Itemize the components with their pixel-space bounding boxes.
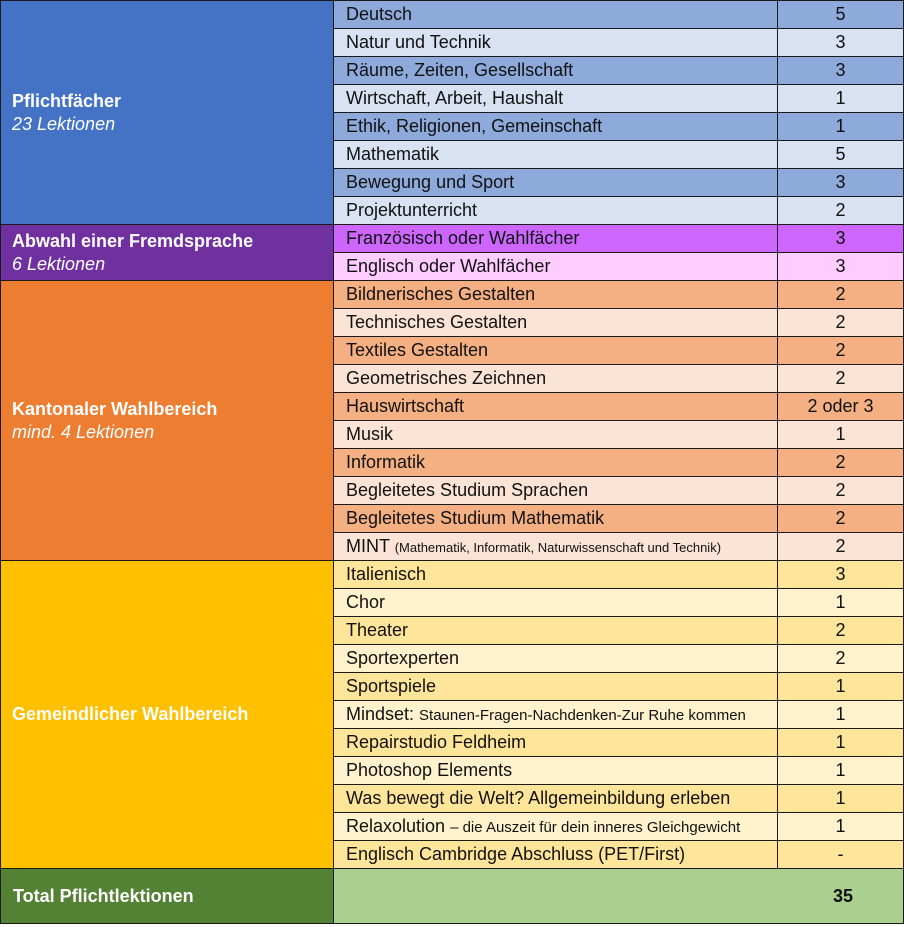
total-label: Total Pflichtlektionen (1, 869, 334, 924)
subject-cell: Ethik, Religionen, Gemeinschaft (334, 113, 778, 141)
lessons-cell: 2 (778, 365, 904, 393)
category-title: Kantonaler Wahlbereich (12, 399, 218, 419)
category-gemeinde (1, 561, 334, 869)
subject-name: Relaxolution (346, 816, 446, 836)
lessons-cell: 3 (778, 253, 904, 281)
subject-cell: Chor (334, 589, 778, 617)
subject-cell: Italienisch (334, 561, 778, 589)
lessons-cell: 5 (778, 1, 904, 29)
subject-cell: Wirtschaft, Arbeit, Haushalt (334, 85, 778, 113)
subject-cell: Musik (334, 421, 778, 449)
subject-cell: Englisch oder Wahlfächer (334, 253, 778, 281)
subject-cell: Technisches Gestalten (334, 309, 778, 337)
lessons-cell: 2 (778, 309, 904, 337)
lessons-cell: 1 (778, 701, 904, 729)
category-pflichtfaecher (1, 1, 334, 225)
category-kantonal (1, 281, 334, 561)
subject-cell: Theater (334, 617, 778, 645)
category-note: mind. 4 Lektionen (12, 422, 155, 442)
category-title: Pflichtfächer (12, 91, 122, 111)
lessons-cell: 1 (778, 421, 904, 449)
subject-cell: Bewegung und Sport (334, 169, 778, 197)
lessons-cell: 2 (778, 505, 904, 533)
lessons-cell: 1 (778, 589, 904, 617)
lessons-cell: 2 oder 3 (778, 393, 904, 421)
subject-cell: Informatik (334, 449, 778, 477)
lessons-cell: 1 (778, 113, 904, 141)
subject-cell (334, 813, 778, 841)
category-note: 23 Lektionen (12, 114, 116, 134)
table-row (1, 1, 904, 29)
subject-cell: Englisch Cambridge Abschluss (PET/First) (334, 841, 778, 869)
category-fremdsprache (1, 225, 334, 281)
subject-cell: Deutsch (334, 1, 778, 29)
subject-detail: Staunen-Fragen-Nachdenken-Zur Ruhe kommen (419, 707, 746, 724)
subject-cell: Geometrisches Zeichnen (334, 365, 778, 393)
lessons-cell: 2 (778, 477, 904, 505)
lessons-cell: 2 (778, 645, 904, 673)
subject-cell: Textiles Gestalten (334, 337, 778, 365)
subject-cell: Französisch oder Wahlfächer (334, 225, 778, 253)
lessons-cell: 2 (778, 533, 904, 561)
subject-cell: Bildnerisches Gestalten (334, 281, 778, 309)
total-row (1, 869, 904, 924)
subject-cell: Sportexperten (334, 645, 778, 673)
lessons-cell: 3 (778, 57, 904, 85)
subject-cell (334, 701, 778, 729)
lessons-cell: 2 (778, 197, 904, 225)
subject-cell: Begleitetes Studium Mathematik (334, 505, 778, 533)
total-value: 35 (334, 869, 904, 924)
category-title: Gemeindlicher Wahlbereich (12, 704, 249, 724)
subject-cell: Räume, Zeiten, Gesellschaft (334, 57, 778, 85)
lessons-cell: 2 (778, 617, 904, 645)
category-note: 6 Lektionen (12, 254, 106, 274)
subject-detail: – die Auszeit für dein inneres Gleichgewicht (450, 819, 741, 836)
subject-name: MINT (346, 536, 390, 556)
subject-cell: Projektunterricht (334, 197, 778, 225)
subject-cell: Was bewegt die Welt? Allgemeinbildung erleben (334, 785, 778, 813)
subject-cell: Photoshop Elements (334, 757, 778, 785)
lessons-cell: 1 (778, 785, 904, 813)
lessons-cell: 3 (778, 169, 904, 197)
subject-cell: Repairstudio Feldheim (334, 729, 778, 757)
subject-detail: (Mathematik, Informatik, Naturwissenschaft und Technik) (394, 540, 722, 555)
subject-cell: Sportspiele (334, 673, 778, 701)
lessons-cell: 2 (778, 449, 904, 477)
table-row (1, 225, 904, 253)
lessons-cell: 1 (778, 813, 904, 841)
subject-cell: Natur und Technik (334, 29, 778, 57)
subject-cell: Mathematik (334, 141, 778, 169)
lessons-cell: 1 (778, 673, 904, 701)
lessons-cell: 1 (778, 85, 904, 113)
lessons-cell: - (778, 841, 904, 869)
lessons-cell: 1 (778, 729, 904, 757)
lessons-cell: 3 (778, 561, 904, 589)
lessons-cell: 3 (778, 29, 904, 57)
subject-cell: Hauswirtschaft (334, 393, 778, 421)
lessons-cell: 3 (778, 225, 904, 253)
lessons-cell: 2 (778, 281, 904, 309)
table-row (1, 561, 904, 589)
subject-name: Mindset: (346, 704, 415, 724)
category-title: Abwahl einer Fremdsprache (12, 231, 254, 251)
lessons-cell: 1 (778, 757, 904, 785)
lessons-cell: 5 (778, 141, 904, 169)
subject-cell: Begleitetes Studium Sprachen (334, 477, 778, 505)
subject-cell (334, 533, 778, 561)
lessons-cell: 2 (778, 337, 904, 365)
table-row (1, 281, 904, 309)
